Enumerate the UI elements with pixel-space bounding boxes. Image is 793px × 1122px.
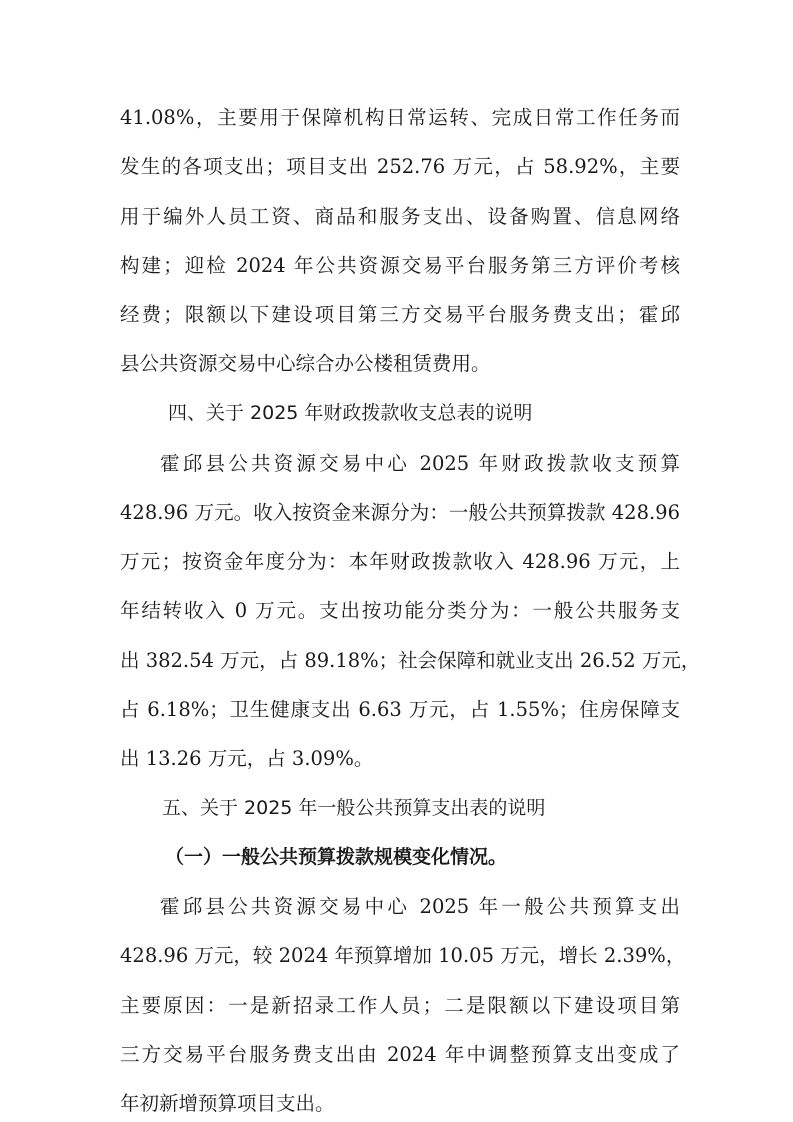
body-text-line: 霍邱县公共资源交易中心 2025 年财政拨款收支预算: [160, 452, 680, 475]
body-text-line: 出 13.26 万元，占 3.09%。: [120, 747, 374, 770]
body-text-line: 三方交易平台服务费支出由 2024 年中调整预算支出变成了: [120, 1043, 680, 1066]
body-text-line: 428.96 万元。收入按资金来源分为：一般公共预算拨款 428.96: [120, 501, 680, 524]
body-text-line: 霍邱县公共资源交易中心 2025 年一般公共预算支出: [160, 895, 680, 918]
body-text-line: 万元；按资金年度分为：本年财政拨款收入 428.96 万元，上: [120, 550, 680, 573]
body-text-line: 428.96 万元，较 2024 年预算增加 10.05 万元，增长 2.39%，: [120, 944, 686, 967]
section-heading-5: 五、关于 2025 年一般公共预算支出表的说明: [162, 797, 546, 819]
section-heading-4: 四、关于 2025 年财政拨款收支总表的说明: [168, 402, 533, 424]
body-text-line: 构建；迎检 2024 年公共资源交易平台服务第三方评价考核: [120, 254, 680, 277]
body-text-line: 出 382.54 万元，占 89.18%；社会保障和就业支出 26.52 万元，: [120, 649, 701, 672]
body-text-line: 发生的各项支出；项目支出 252.76 万元，占 58.92%，主要: [120, 155, 680, 178]
body-text-line: 经费；限额以下建设项目第三方交易平台服务费支出；霍邱: [120, 303, 680, 326]
body-text-line: 用于编外人员工资、商品和服务支出、设备购置、信息网络: [120, 205, 680, 228]
body-text-line: 主要原因：一是新招录工作人员；二是限额以下建设项目第: [120, 994, 680, 1017]
body-text-line: 41.08%，主要用于保障机构日常运转、完成日常工作任务而: [120, 106, 680, 129]
subsection-heading-1: （一）一般公共预算拨款规模变化情况。: [165, 846, 508, 868]
body-text-line: 年结转收入 0 万元。支出按功能分类分为：一般公共服务支: [120, 599, 680, 622]
body-text-line: 县公共资源交易中心综合办公楼租赁费用。: [120, 352, 491, 375]
body-text-line: 占 6.18%；卫生健康支出 6.63 万元，占 1.55%；住房保障支: [120, 698, 680, 721]
body-text-line: 年初新增预算项目支出。: [120, 1092, 335, 1115]
